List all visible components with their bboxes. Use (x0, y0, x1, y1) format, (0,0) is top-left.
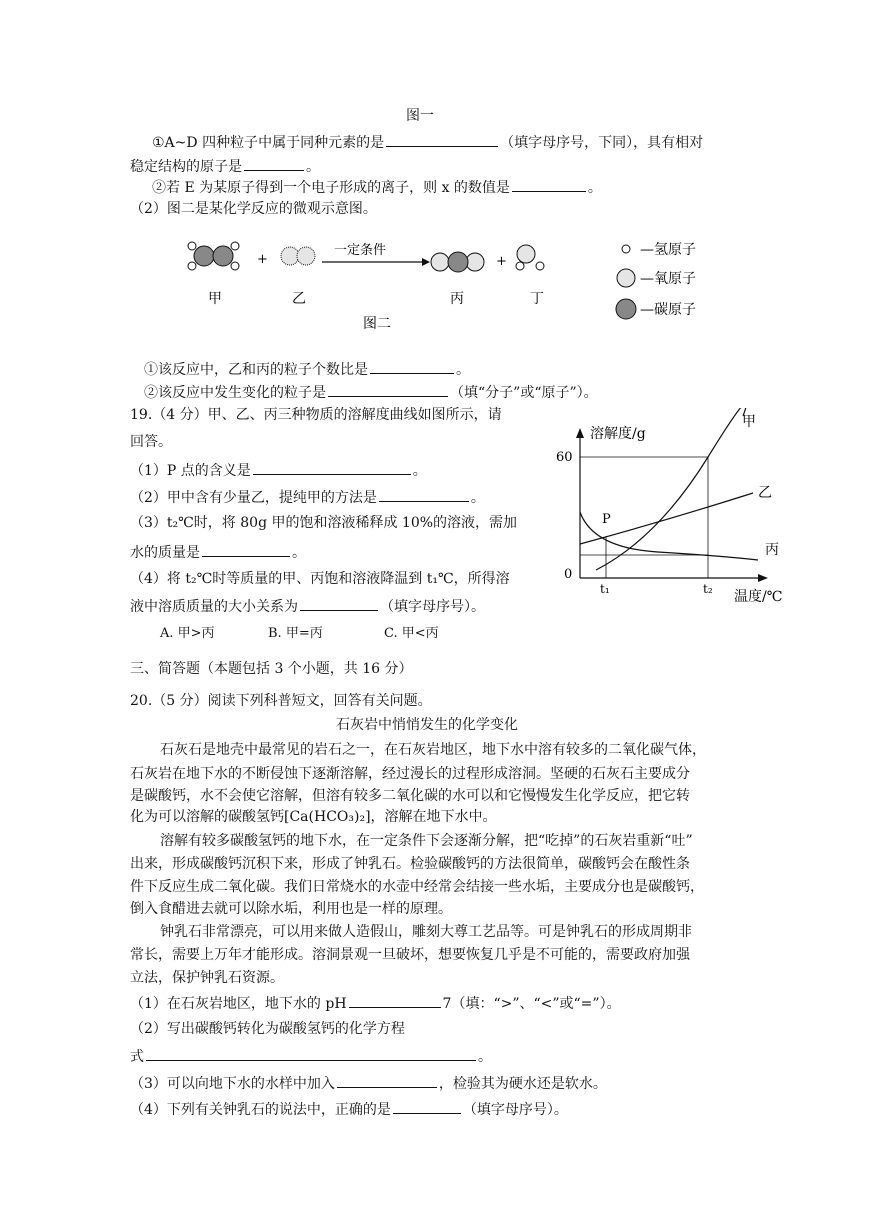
svg-text:—氢原子: —氢原子 (640, 242, 696, 258)
question-19-3b (130, 542, 306, 562)
answer-blank[interactable] (244, 156, 304, 171)
question-text: 式 (130, 1049, 144, 1065)
question-18-2-a (144, 359, 470, 379)
section-3-heading: 三、简答题（本题包括 3 个小题，共 16 分） (130, 661, 413, 677)
question-text: 。 (456, 362, 470, 378)
question-19-head2: 回答。 (130, 434, 172, 450)
label-bing: 丙 (450, 291, 464, 307)
answer-blank[interactable] (328, 382, 448, 397)
article-title: 石灰岩中悄悄发生的化学变化 (336, 717, 518, 733)
question-text: 。 (306, 159, 320, 175)
question-text: （填字母序号）。 (380, 599, 485, 615)
series-label-yi: 乙 (758, 485, 772, 501)
answer-blank[interactable] (370, 359, 454, 374)
question-text: （4）下列有关钟乳石的说法中，正确的是 (130, 1102, 391, 1118)
article-line: 倒入食醋进去就可以除水垢，利用也是一样的原理。 (130, 901, 452, 917)
article-line: 是碳酸钙，水不会使它溶解，但溶有较多二氧化碳的水可以和它慢慢发生化学反应，把它转 (130, 788, 690, 804)
question-text: （1）P 点的含义是 (130, 463, 251, 479)
question-text: （填字母序号，下同），具有相对 (500, 135, 704, 151)
diagram-legend (616, 242, 696, 319)
question-18-2-b (144, 382, 598, 402)
answer-blank[interactable] (253, 460, 411, 475)
question-20-3 (130, 1073, 607, 1093)
question-20-4 (130, 1099, 568, 1119)
figure1-caption: 图一 (406, 108, 434, 124)
question-text: 。 (470, 490, 485, 506)
label-jia: 甲 (208, 291, 222, 307)
svg-text:—碳原子: —碳原子 (640, 302, 696, 318)
question-18-1-b (130, 156, 320, 176)
question-text: ①A~D 四种粒子中属于同种元素的是 (152, 135, 385, 151)
question-18-1-a (152, 132, 703, 152)
series-label-jia: 甲 (742, 414, 756, 430)
hydrogen-atom-icon (622, 245, 630, 253)
plus-sign: + (257, 252, 268, 267)
answer-blank[interactable] (202, 542, 290, 557)
figure2-caption: 图二 (363, 316, 391, 332)
answer-blank[interactable] (349, 993, 441, 1008)
x-tick-t2: t₂ (703, 582, 713, 596)
plus-sign: + (496, 254, 507, 269)
question-text: （1）在石灰岩地区，地下水的 pH (130, 996, 347, 1012)
question-20-2: （2）写出碳酸钙转化为碳酸氢钙的化学方程 (130, 1021, 405, 1037)
article-line: 常长，需要上万年才能形成。溶洞景观一旦破坏，想要恢复几乎是不可能的，需要政府加强 (130, 947, 690, 963)
carbon-atom-icon (616, 299, 636, 319)
label-yi: 乙 (292, 291, 306, 307)
molecule-jia (188, 242, 239, 270)
question-text: （3）可以向地下水的水样中加入 (130, 1076, 335, 1092)
question-text: （填“分子”或“原子”）。 (450, 385, 598, 401)
question-18-2: （2）图二是某化学反应的微观示意图。 (130, 201, 377, 217)
molecule-yi (281, 247, 315, 265)
question-text: ②若 E 为某原子得到一个电子形成的离子，则 x 的数值是 (152, 180, 510, 196)
question-text: ②该反应中发生变化的粒子是 (144, 385, 326, 401)
question-text: 液中溶质质量的大小关系为 (130, 599, 298, 615)
question-19-3: （3）t₂℃时，将 80g 甲的饱和溶液稀释成 10%的溶液，需加 (130, 515, 518, 531)
solubility-chart (548, 408, 798, 608)
answer-blank[interactable] (146, 1046, 476, 1061)
article-line: 件下反应生成二氧化碳。我们日常烧水的水壶中经常会结接一些水垢，主要成分也是碳酸钙， (130, 879, 704, 895)
article-line: 出来，形成碳酸钙沉积下来，形成了钟乳石。检验碳酸钙的方法很简单，碳酸钙会在酸性条 (130, 856, 690, 872)
answer-blank[interactable] (379, 487, 469, 502)
svg-text:—氧原子: —氧原子 (640, 271, 696, 287)
question-text: 稳定结构的原子是 (130, 159, 242, 175)
answer-blank[interactable] (393, 1099, 461, 1114)
question-20-2b (130, 1046, 492, 1066)
question-text: 。 (292, 545, 306, 561)
answer-blank[interactable] (337, 1073, 437, 1088)
article-line: 石灰岩在地下水的不断侵蚀下逐渐溶解，经过漫长的过程形成溶洞。坚硬的石灰石主要成分 (130, 766, 690, 782)
y-tick-60: 60 (556, 450, 573, 465)
label-ding: 丁 (530, 291, 544, 307)
point-p-label: P (602, 512, 611, 527)
question-text: ①该反应中，乙和丙的粒子个数比是 (144, 362, 368, 378)
molecule-bing (431, 252, 484, 272)
question-text: 。 (478, 1049, 492, 1065)
option-c[interactable]: C. 甲<丙 (384, 626, 439, 641)
answer-blank[interactable] (512, 177, 586, 192)
y-axis-label: 溶解度/g (590, 426, 646, 442)
question-text: 水的质量是 (130, 545, 200, 561)
option-a[interactable]: A. 甲>丙 (160, 626, 215, 641)
question-19-head: 19.（4 分）甲、乙、丙三种物质的溶解度曲线如图所示，请 (130, 407, 502, 423)
question-19-4b (130, 596, 485, 616)
question-20-head: 20.（5 分）阅读下列科普短文，回答有关问题。 (130, 693, 432, 709)
question-19-2 (130, 487, 485, 507)
reaction-condition: 一定条件 (334, 243, 387, 258)
x-axis-label: 温度/℃ (734, 589, 783, 605)
x-tick-t1: t₁ (600, 582, 610, 596)
question-20-1 (130, 993, 621, 1013)
question-18-1-c (152, 177, 602, 197)
oxygen-atom-icon (617, 269, 635, 287)
article-line: 钟乳石非常漂亮，可以用来做人造假山，雕刻大尊工艺品等。可是钟乳石的形成周期非 (160, 924, 692, 940)
question-19-4: （4）将 t₂℃时等质量的甲、丙饱和溶液降温到 t₁℃，所得溶 (130, 571, 510, 587)
reaction-diagram (180, 236, 720, 336)
question-text: （填字母序号）。 (462, 1102, 568, 1118)
answer-blank[interactable] (386, 132, 498, 147)
question-19-1 (130, 460, 427, 480)
question-text: （2）甲中含有少量乙，提纯甲的方法是 (130, 490, 377, 506)
series-label-bing: 丙 (765, 542, 779, 558)
question-text: 。 (587, 180, 602, 196)
answer-blank[interactable] (300, 596, 378, 611)
article-line: 化为可以溶解的碳酸氢钙[Ca(HCO₃)₂]，溶解在地下水中。 (130, 809, 497, 825)
article-line: 石灰石是地壳中最常见的岩石之一，在石灰岩地区，地下水中溶有较多的二氧化碳气体， (160, 742, 706, 758)
option-b[interactable]: B. 甲=丙 (268, 626, 323, 641)
article-line: 溶解有较多碳酸氢钙的地下水，在一定条件下会逐渐分解，把“吃掉”的石灰岩重新“吐” (160, 833, 693, 849)
molecule-ding (516, 245, 544, 270)
question-text: ，检验其为硬水还是软水。 (438, 1076, 607, 1092)
question-text: 7（填：“>”、“<”或“=”）。 (442, 996, 621, 1012)
article-line: 立法，保护钟乳石资源。 (130, 970, 284, 986)
question-text: 。 (412, 463, 427, 479)
y-tick-0: 0 (564, 567, 573, 582)
